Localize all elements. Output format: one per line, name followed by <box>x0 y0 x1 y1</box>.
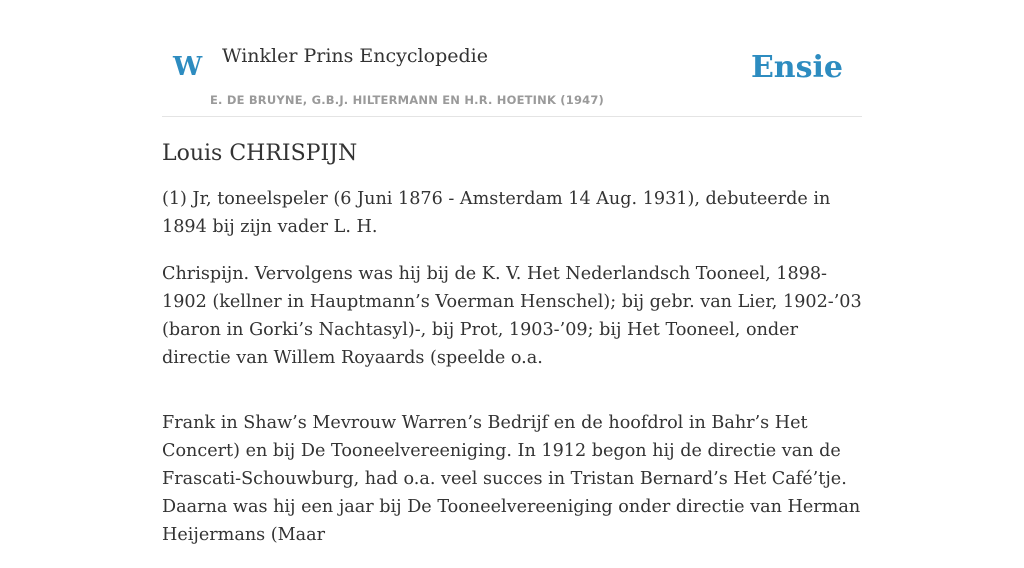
article-paragraph: Frank in Shaw’s Mevrouw Warren’s Bedrijf en de hoofdrol in Bahr’s Het Concert) en bij De Tooneelvereeniging. In 1912 begon hij de directie van de Frascati-Schouwburg, had o.a. veel succes in Tristan Bernard’s Het Café’tje. Daarna was hij een jaar bij De Tooneelvereeniging onder directie van Herman Heijermans (Maar <box>162 413 861 545</box>
article-paragraph: Chrispijn. Vervolgens was hij bij de K. V. Het Nederlandsch Tooneel, 1898-1902 (kellner in Hauptmann’s Voerman Henschel); bij gebr. van Lier, 1902-’03 (baron in Gorki’s Nachtasyl)-, bij Prot, 1903-’09; bij Het Tooneel, onder directie van Willem Royaards (speelde o.a. <box>162 264 862 368</box>
source-logo-icon: W <box>173 52 203 82</box>
source-title[interactable]: Winkler Prins Encyclopedie <box>222 45 488 67</box>
source-header <box>162 0 862 117</box>
brand-logo-link[interactable]: Ensie <box>750 50 843 85</box>
article-title: Louis CHRISPIJN <box>162 141 358 166</box>
article-content <box>162 139 862 568</box>
article-paragraph: (1) Jr, toneelspeler (6 Juni 1876 - Amsterdam 14 Aug. 1931), debuteerde in 1894 bij zijn vader L. H. <box>162 189 831 237</box>
source-authors: E. DE BRUYNE, G.B.J. HILTERMANN EN H.R. HOETINK (1947) <box>210 93 605 107</box>
